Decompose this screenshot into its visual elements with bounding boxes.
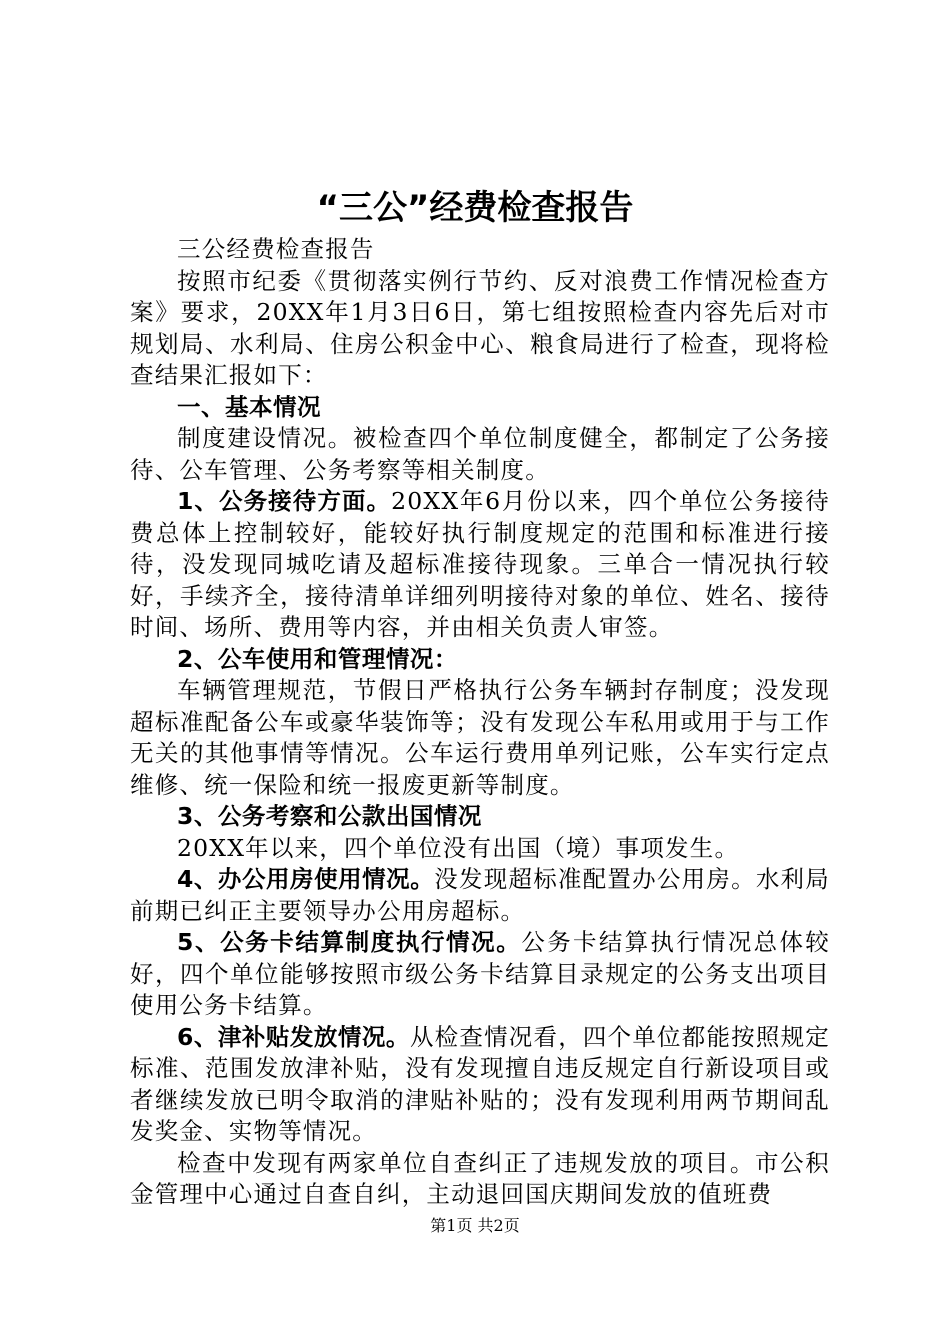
paragraph-text: 按照市纪委《贯彻落实例行节约、反对浪费工作情况检查方案》要求，20XX年1月3日6日，第七组按照检查内容先后对市规划局、水利局、住房公积金中心、粮食局进行了检查，现将检查结果汇报如下： [130, 266, 830, 389]
paragraph-text: 20XX年以来，四个单位没有出国（境）事项发生。 [177, 833, 740, 862]
paragraph-text: 检查中发现有两家单位自查纠正了违规发放的项目。市公积金管理中心通过自查自纠，主动退回国庆期间发放的值班费 [130, 1148, 830, 1208]
paragraph-text: 没发现超标准配置办公用房。水利局前期已纠正主要领导办公用房超标。 [130, 865, 830, 925]
paragraph-allowance [130, 1022, 830, 1148]
paragraph-lead: 1、公务接待方面。 [177, 487, 392, 515]
paragraph-system [130, 423, 830, 486]
paragraph-office [130, 864, 830, 927]
paragraph-text: 公务卡结算执行情况总体较好，四个单位能够按照市级公务卡结算目录规定的公务支出项目使用公务卡结算。 [130, 928, 830, 1019]
paragraph-card [130, 927, 830, 1022]
paragraph-text: 制度建设情况。被检查四个单位制度健全，都制定了公务接待、公车管理、公务考察等相关制度。 [130, 424, 830, 484]
paragraph-intro [130, 266, 830, 392]
paragraph-lead: 5、公务卡结算制度执行情况。 [177, 928, 522, 956]
paragraph-findings [130, 1148, 830, 1211]
paragraph-lead: 4、办公用房使用情况。 [177, 865, 435, 893]
section-heading: 2、公车使用和管理情况： [177, 644, 458, 673]
document-body [130, 234, 830, 1211]
section-heading-travel [130, 801, 830, 833]
paragraph-reception [130, 486, 830, 644]
paragraph-text: 从检查情况看，四个单位都能按照规定标准、范围发放津补贴，没有发现擅自违反规定自行新设项目或者继续发放已明令取消的津贴补贴的；没有发现利用两节期间乱发奖金、实物等情况。 [130, 1022, 830, 1145]
section-heading-vehicles [130, 644, 830, 676]
page-number: 第1页 共2页 [430, 1216, 520, 1235]
paragraph-vehicles [130, 675, 830, 801]
paragraph-text: 三公经费检查报告 [177, 235, 375, 263]
paragraph-travel [130, 833, 830, 865]
section-heading-basic [130, 392, 830, 424]
section-heading: 一、基本情况 [177, 392, 321, 421]
section-heading: 3、公务考察和公款出国情况 [177, 802, 482, 830]
paragraph-text: 20XX年6月份以来，四个单位公务接待费总体上控制较好，能较好执行制度规定的范围和标准进行接待，没发现同城吃请及超标准接待现象。三单合一情况执行较好，手续齐全，接待清单详细列明接待对象的单位、姓名、接待时间、场所、费用等内容，并由相关负责人审签。 [130, 487, 830, 641]
document-title: “三公”经费检查报告 [316, 188, 634, 228]
paragraph-text: 车辆管理规范，节假日严格执行公务车辆封存制度；没发现超标准配备公车或豪华装饰等；没有发现公车私用或用于与工作无关的其他事情等情况。公车运行费用单列记账，公车实行定点维修、统一保险和统一报废更新等制度。 [130, 676, 830, 799]
paragraph-lead: 6、津补贴发放情况。 [177, 1022, 410, 1051]
paragraph-subtitle [130, 234, 830, 266]
